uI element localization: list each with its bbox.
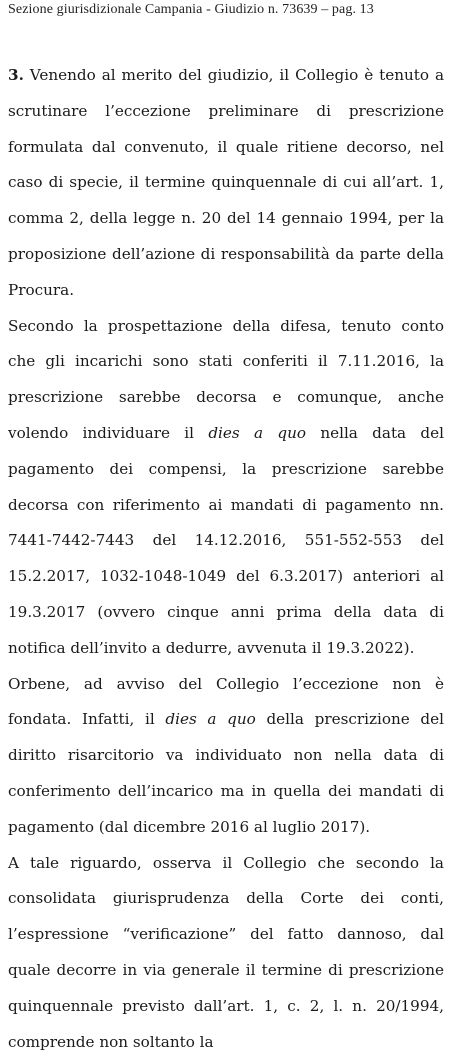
paragraph-2-text-a: Secondo la prospettazione della difesa, tenuto conto che gli incarichi sono stati conferiti il 7.11.2016, la prescrizione sarebbe decorsa e comunque, anche volendo individuare il: [8, 316, 444, 442]
paragraph-3-text-b: della prescrizione del diritto risarcitorio va individuato non nella data di conferimento dell’incarico ma in quella dei mandati di pagamento (dal dicembre 2016 al luglio 2017).: [8, 710, 444, 836]
paragraph-4: [8, 846, 444, 1060]
paragraph-2: [8, 309, 444, 667]
body-text: [8, 58, 444, 1060]
paragraph-3-italic-term: dies a quo: [165, 710, 256, 729]
running-header: Sezione giurisdizionale Campania - Giudizio n. 73639 – pag. 13: [8, 2, 374, 17]
paragraph-2-text-b: nella data del pagamento dei compensi, la prescrizione sarebbe decorsa con riferimento ai mandati di pagamento nn. 7441-7442-7443 del 14.12.2016, 551-552-553 del 15.2.2017, 1032-1048-1049 del 6.3.2017) anteriori al 19.3.2017 (ovvero cinque anni prima della data di notifica dell’invito a dedurre, avvenuta il 19.3.2022).: [8, 423, 444, 657]
paragraph-1-text: Venendo al merito del giudizio, il Collegio è tenuto a scrutinare l’eccezione preliminare di prescrizione formulata dal convenuto, il quale ritiene decorso, nel caso di specie, il termine quinquennale di cui all’art. 1, comma 2, della legge n. 20 del 14 gennaio 1994, per la proposizione dell’azione di responsabilità da parte della Procura.: [8, 66, 444, 299]
paragraph-1: [8, 58, 444, 309]
paragraph-3: [8, 667, 444, 846]
section-number: 3.: [8, 66, 24, 84]
paragraph-3-text-a: Orbene, ad avviso del Collegio l’eccezione non è fondata. Infatti, il: [8, 674, 444, 729]
paragraph-2-italic-term: dies a quo: [208, 423, 307, 442]
paragraph-4-text: A tale riguardo, osserva il Collegio che secondo la consolidata giurisprudenza della Corte dei conti, l’espressione “verificazione” del fatto dannoso, dal quale decorre in via generale il termine di prescrizione quinquennale previsto dall’art. 1, c. 2, l. n. 20/1994, comprende non soltanto la: [8, 853, 444, 1051]
